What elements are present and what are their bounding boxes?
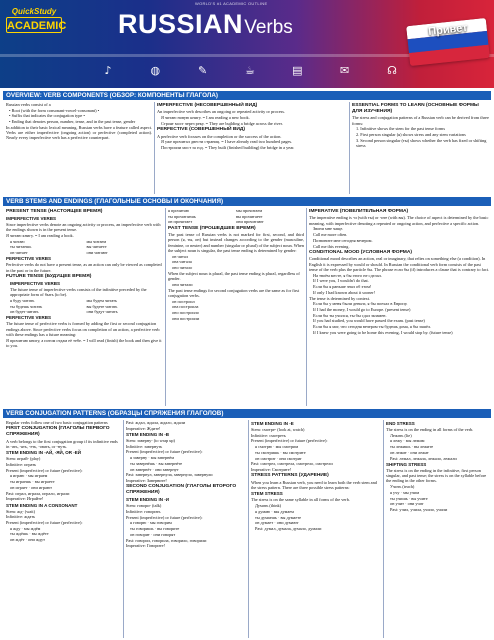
patterns-line: Infinitive: ждать (6, 514, 36, 520)
patterns-line: Stem: жд- (wait) (6, 508, 36, 514)
patterns-line: Лежать (lie) (390, 432, 412, 438)
patterns-line: Present (imperfective) or future (perfective): (251, 438, 328, 444)
stems-line: Я прочитаю книгу, а потом отдам её тебе. = I will read (finish) the book and then give it to you. (6, 337, 162, 348)
patterns-line: Past: играл, играла, играло, играли (6, 490, 70, 496)
conditional-example: If I were you, I wouldn't do that. (313, 278, 369, 284)
patterns-line: Infinitive: смотреть (251, 432, 286, 438)
overview-line: Построили мост за год. = They built (finished building) the bridge in a year. (161, 145, 295, 151)
patterns-line: я смотрю · мы смотрим (255, 444, 299, 450)
overview-line: An imperfective verb describes an ongoing or repeated activity or process. (157, 109, 286, 115)
imperative-example: Call me more often. (313, 232, 348, 238)
overview-line: In addition to their basic lexical meaning, Russian verbs have a feature called aspect. Verbs are either imperfective (ongoing action) or perfective (completed action). Nearly every imperfective verb has a perfective counterpart. (6, 124, 152, 141)
stem-vowel-heading: STEM ENDING IN -АЙ, -ЯЙ, OR -ЕЙ (6, 450, 81, 456)
patterns-col1 (6, 420, 121, 638)
patterns-line: ты думаешь · вы думаете (255, 514, 302, 520)
patterns-line: Past: смотрел, смотрела, смотрело, смотрели (251, 461, 333, 467)
conditional-example: Если бы у меня были деньги, я бы поехал в Европу. (313, 301, 408, 307)
imperative-example: Call me this evening. (313, 243, 350, 249)
patterns-line: ты учишь · вы учите (390, 495, 428, 501)
stems-line: Since imperfective verbs denote an ongoing activity or process, an imperfective verb with the endings shown is in the present tense. (6, 221, 161, 233)
stems-section-bar: VERB STEMS AND ENDINGS (ГЛАГОЛЬНЫЕ ОСНОВЫ И ОКОНЧАНИЯ) (3, 197, 491, 206)
conj-row: я прочитаю мы прочитаем (168, 208, 263, 213)
first-conjugation-heading: FIRST CONJUGATION (ГЛАГОЛЫ ПЕРВОГО СПРЯЖЕНИЯ) (6, 426, 110, 438)
patterns-line: я заверну · мы завернём (130, 455, 175, 461)
patterns-line: Думать (think) (255, 503, 282, 509)
conditional-example: If you had studied, you would have passed the exam. (past tense) (313, 318, 425, 324)
stems-col3 (309, 208, 490, 406)
patterns-line: Present (imperfective) or future (perfective): (126, 449, 203, 455)
conj-row: я буду читать мы будем читать (10, 297, 117, 303)
conj-row: он прочитает они прочитают (168, 219, 264, 225)
patterns-line: я думаю · мы думаем (255, 508, 294, 514)
conditional-example: На твоём месте, я бы этого не сделал. (313, 272, 382, 278)
imperfective-subheading: IMPERFECTIVE VERBS (6, 215, 57, 221)
stems-line: The imperative ending is -и (with ты) or -ите (with вы). The choice of aspect is determined by the basic meaning, with imperfective denoting a repeated or ongoing action, and perfective a specific action. (309, 215, 489, 226)
conditional-example: If only I had known about it sooner! (313, 289, 376, 295)
brand-note: WORLD'S #1 ACADEMIC OUTLINE (195, 1, 268, 6)
conditional-example: If I had the money, I would go to Europe. (present tense) (313, 306, 411, 312)
past-form: они построили (172, 315, 200, 321)
logo-top-text: QuickStudy (11, 7, 57, 16)
page-title (118, 8, 293, 41)
end-stress-heading: END STRESS (386, 421, 415, 426)
stems-line: Perfective verbs do not have a present tense, as an action can only be viewed as completed in the past or in the future. (6, 262, 162, 273)
patterns-line: он смотрит · они смотрят (255, 455, 302, 461)
cup-icon: ☕ (245, 64, 255, 77)
headphones-icon: ☊ (387, 64, 397, 77)
patterns-line: Past: думал, думала, думало, думали (255, 525, 322, 531)
quickstudy-logo (6, 5, 67, 55)
conditional-heading: CONDITIONAL MOOD (УСЛОВНАЯ ФОРМА) (309, 249, 412, 255)
pen-icon: ✎ (198, 64, 208, 77)
patterns-col2 (126, 420, 246, 638)
overview-section-bar: OVERVIEW: VERB COMPONENTS (ОБЗОР: КОМПОНЕНТЫ ГЛАГОЛА) (3, 91, 491, 100)
stems-line: Conditional mood describes an action, real or imaginary, that relies on something else (a condition). In English it is expressed by would or should. In Russian the conditional verb form consists of the past tense of the verb plus the particle бы. The phrase если бы (if) introduces a clause that is contrary to fact. (309, 256, 490, 272)
past-heading: PAST TENSE (ПРОШЕДШЕЕ ВРЕМЯ) (168, 225, 256, 231)
patterns-line: Imperative: Говорите! (126, 543, 165, 549)
overview-line: • Root (with the form consonant-vowel-consonant) • (9, 107, 100, 113)
title-sub: Verbs (244, 17, 293, 38)
overview-line: Я уже прочитал двести страниц. = I have already read two hundred pages. (161, 139, 293, 145)
patterns-line: Past: учил, учила, учило, учили (390, 507, 448, 513)
stem-stress-heading: STEM STRESS (251, 491, 283, 497)
stress-patterns-heading: STRESS PATTERNS (УДАРЕНИЕ) (251, 473, 329, 479)
patterns-line: Infinitive: завернуть (126, 443, 163, 449)
second-conjugation-heading: SECOND CONJUGATION (ГЛАГОЛЫ ВТОРОГО СПРЯЖЕНИЯ) (126, 484, 237, 496)
imperative-heading: IMPERATIVE (ПОВЕЛИТЕЛЬНАЯ ФОРМА) (309, 209, 409, 214)
patterns-line: Past: говорил, говорила, говорило, говорили (126, 537, 207, 543)
globe-icon: ◍ (150, 64, 161, 77)
stem-e-heading: STEM ENDING IN -Е (251, 421, 294, 426)
overview-line: The stress and conjugation patterns of a Russian verb can be derived from three forms: (352, 115, 489, 126)
conj-row: я читаю мы читаем (10, 238, 107, 244)
note-icon: ♪ (104, 64, 112, 77)
patterns-line: Imperative: Смотрите! (251, 467, 292, 473)
patterns-line: Present (imperfective) or future (perfective): (126, 514, 203, 520)
patterns-line: Stem: говори- (talk) (126, 503, 162, 509)
stems-line: The future tense of perfective verbs is formed by adding the first or second conjugation endings above. Since perfective verbs focus on completion of an action, a perfective verb with these endings has a future meaning: (6, 321, 160, 337)
past-form: оно читало (172, 265, 193, 271)
conj-row: ты читаешь вы читаете (10, 244, 107, 250)
overview-line: 3. Second person singular (ты) shows whether the verb has fixed or shifting stress (356, 137, 487, 149)
title-main: RUSSIAN (118, 9, 244, 39)
patterns-line: я играю · мы играем (10, 473, 48, 479)
overview-line: • Ending that denotes person, number, tense, and in the past tense, gender (9, 119, 136, 125)
header-banner (0, 0, 494, 88)
patterns-line: он думает · они думают (255, 520, 299, 526)
patterns-line: я лежу · мы лежим (390, 438, 425, 444)
patterns-line: он играет · они играют (10, 484, 52, 490)
imperative-example: Позвоните мне сегодня вечером. (313, 237, 373, 243)
book-icon: ▤ (292, 64, 303, 77)
patterns-line: Imperative: Играйте! (6, 496, 44, 502)
shifting-stress-heading: SHIFTING STRESS (386, 461, 427, 467)
patterns-line: ты играешь · вы играете (10, 479, 55, 485)
conj-row: он будет читать они будут читать (10, 309, 118, 315)
perfective-subheading: PERFECTIVE VERBS (6, 256, 52, 262)
patterns-col3 (251, 420, 381, 638)
stems-line: The past tense endings for second conjugation verbs are the same as for first conjugation verbs. (168, 287, 300, 298)
patterns-line: он ждёт · они ждут (10, 537, 46, 543)
patterns-line: ты завернёшь · вы завернёте (130, 460, 183, 466)
imperative-example: Звони мне чаще. (313, 226, 344, 232)
patterns-line: я говорю · мы говорим (130, 520, 172, 526)
future-perfective-subheading: PERFECTIVE VERBS (6, 315, 52, 321)
patterns-line: я жду · мы ждём (10, 525, 41, 531)
overview-line: • Suffix that indicates the conjugation type • (9, 113, 85, 119)
logo-bottom-text: ACADEMIC (6, 17, 62, 33)
overview-col1 (6, 102, 152, 194)
patterns-line: A verb belongs to the first conjugation group if its infinitive ends in -ать, -ять, -еть, -овать, or -нуть. (6, 438, 118, 449)
past-form: оно построило (172, 309, 199, 315)
overview-line: A perfective verb focuses on the completion or the success of the action. (157, 133, 282, 139)
future-imperfective-subheading: IMPERFECTIVE VERBS (10, 280, 61, 286)
patterns-line: Imperative: Ждите! (126, 425, 161, 431)
patterns-line: Present (imperfective) or future (perfective): (6, 519, 83, 525)
patterns-line: Past: завернул, завернула, завернуло, завернули (126, 472, 213, 478)
overview-col3 (352, 102, 490, 194)
patterns-line: The stress is on the ending in all forms of the verb. (386, 426, 474, 432)
conj-row: ты будешь читать вы будете читать (10, 303, 118, 309)
conditional-example: The tense is determined by context. (309, 295, 371, 301)
patterns-line: он лежит · они лежат (390, 449, 429, 455)
present-heading: PRESENT TENSE (НАСТОЯЩЕЕ ВРЕМЯ) (6, 209, 103, 214)
conditional-example: Если бы я мог, что сегодня вечером ты будешь дома, я бы зашёл. (313, 324, 432, 330)
overview-line: Я читаю новую книгу. = I am reading a new book. (161, 115, 250, 121)
stem-i-heading: STEM ENDING IN -И (126, 497, 169, 503)
overview-line: 1. Infinitive shows the stem for the past tense forms (356, 126, 446, 132)
chat-icon: ✉ (340, 64, 350, 77)
patterns-line: Stem: заверну- (to wrap up) (126, 437, 175, 443)
header-icons (100, 61, 400, 81)
patterns-section-bar: VERB CONJUGATION PATTERNS (ОБРАЗЦЫ СПРЯЖЕНИЯ ГЛАГОЛОВ) (3, 409, 491, 418)
greeting-text: Привет (427, 21, 469, 39)
patterns-line: ты смотришь · вы смотрите (255, 449, 306, 455)
patterns-line: Present (imperfective) or future (perfective): (6, 467, 83, 473)
patterns-line: Infinitive: говорить (126, 509, 161, 515)
overview-line: Строят мост через реку. = They are building a bridge across the river. (161, 120, 283, 126)
stem-consonant-heading: STEM ENDING IN A CONSONANT (6, 502, 78, 508)
patterns-line: The stress is on the ending in the infinitive, first person singular, and past tense; the stress is on the syllable before the ending in the other forms. (386, 467, 487, 484)
conditional-example: Если бы ты учился, ты бы сдал экзамен. (313, 312, 387, 318)
stem-v-heading: STEM ENDING IN -В (126, 431, 170, 437)
patterns-line: Regular verbs follow one of two basic conjugation patterns (6, 420, 108, 425)
overview-col2 (157, 102, 347, 194)
patterns-line: Infinitive: играть (6, 461, 37, 467)
past-form: они читали (172, 281, 193, 287)
past-form: он читал (172, 253, 189, 259)
patterns-line: The stress is on the same syllable in all forms of the verb. (251, 497, 350, 503)
conj-row: ты прочитаешь вы прочитаете (168, 213, 263, 219)
stems-col2 (168, 208, 304, 406)
patterns-line: ты лежишь · вы лежите (390, 444, 434, 450)
past-form: она читала (172, 259, 192, 265)
patterns-line: Past: ждал, ждала, ждало, ждали (126, 420, 186, 425)
conj-row: он читает они читают (10, 250, 108, 256)
patterns-line: Учить (teach) (390, 484, 415, 490)
stems-line: Я читаю книгу. = I am reading a book. (6, 232, 74, 238)
essential-forms-heading: ESSENTIAL FORMS TO LEARN (ОСНОВНЫЕ ФОРМЫ ДЛЯ ИЗУЧЕНИЯ) (352, 103, 479, 114)
stems-line: When the subject noun is plural, the past tense ending is plural, regardless of gender. (168, 270, 300, 282)
patterns-line: Past: лежал, лежала, лежало, лежали (390, 455, 457, 461)
past-form: она построила (172, 304, 199, 310)
patterns-line: Imperative: Заверните! (126, 478, 167, 484)
patterns-line: Stem: смотре- (look at, watch) (251, 426, 305, 432)
conditional-example: Если бы я раньше знал об этом! (313, 284, 372, 290)
conditional-example: If I knew you were going to be home this evening, I would stop by. (future tense) (313, 329, 453, 335)
imperfective-heading: IMPERFECTIVE (НЕСОВЕРШЕННЫЙ ВИД) (157, 103, 258, 108)
patterns-line: When you learn a Russian verb, you need to learn both the verb stem and the stress pattern. There are three possible stress patterns: (251, 479, 377, 491)
patterns-line: я учу · мы учим (390, 489, 420, 495)
stems-line: The future tense of imperfective verbs consists of the infinitive preceded by the appropriate form of быть (to be). (10, 286, 147, 298)
perfective-heading: PERFECTIVE (СОВЕРШЕННЫЙ ВИД) (157, 127, 246, 133)
patterns-line: ты ждёшь · вы ждёте (10, 531, 49, 537)
patterns-line: он учит · они учат (390, 501, 424, 507)
past-form: он построил (172, 298, 195, 304)
patterns-line: Stem: играй- (play) (6, 456, 41, 462)
patterns-line: он говорит · они говорят (130, 531, 176, 537)
patterns-line: он завернёт · они завернут (130, 466, 179, 472)
future-heading: FUTURE TENSE (БУДУЩЕЕ ВРЕМЯ) (6, 273, 92, 279)
patterns-line: ты говоришь · вы говорите (130, 526, 180, 532)
overview-line: Russian verbs consist of a (6, 102, 51, 107)
stems-col1 (6, 208, 163, 406)
patterns-col4 (386, 420, 490, 638)
overview-line: 2. First person singular (я) shows stress and any stem variations (356, 132, 466, 138)
stems-line: The past tense of Russian verbs is not marked for first, second, and third person (я, ты, он) but instead changes according to the gender (masculine, feminine, or neuter) and number (singular or plural) of the subject noun. When the subject noun is singular, the past tense ending is determined by gender: (168, 232, 304, 253)
